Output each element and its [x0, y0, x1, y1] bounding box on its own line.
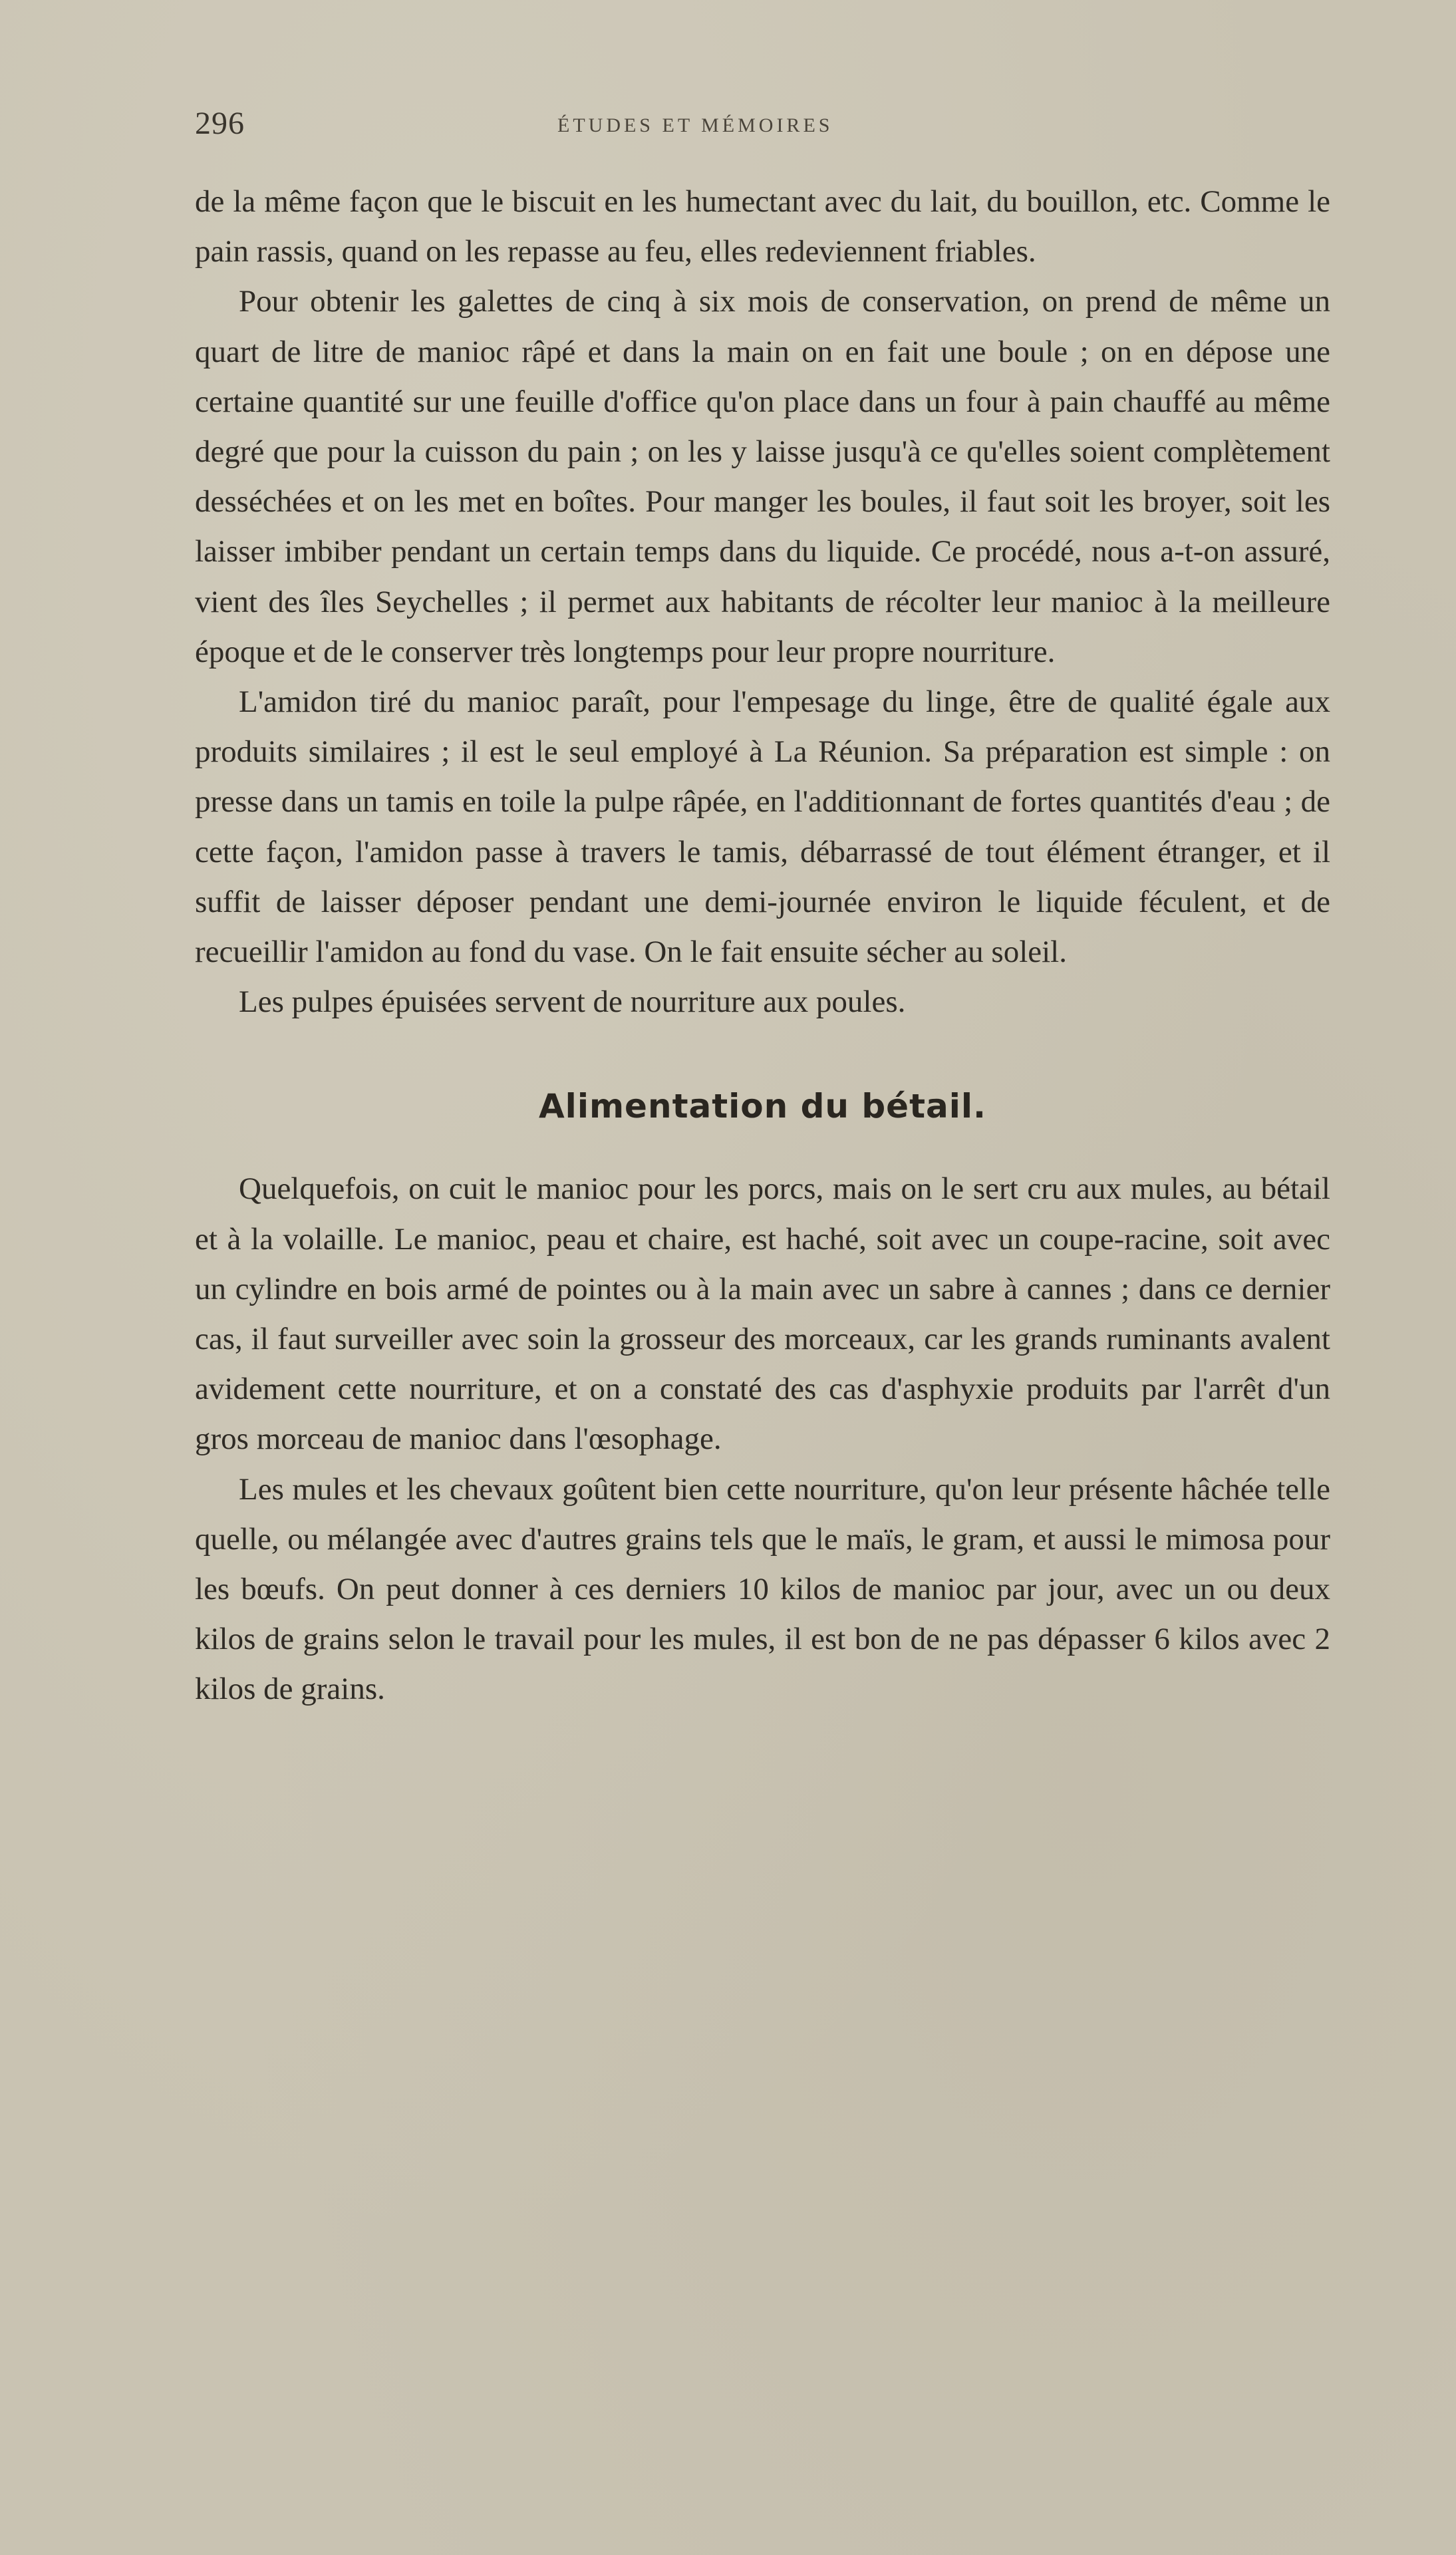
- paragraph: Pour obtenir les galettes de cinq à six mois de conservation, on prend de même un quart de litre de manioc râpé et dans la main on en fait une boule ; on en dépose une certaine quantité sur une feuille d'office qu'on place dans un four à pain chauffé au même degré que pour la cuisson du pain ; on les y laisse jusqu'à ce qu'elles soient complètement desséchées et on les met en boîtes. Pour manger les boules, il faut soit les broyer, soit les laisser imbiber pendant un certain temps dans du liquide. Ce procédé, nous a-t-on assuré, vient des îles Seychelles ; il permet aux habitants de récolter leur manioc à la meilleure époque et de le conserver très longtemps pour leur propre nourriture.: [195, 284, 1330, 669]
- section-heading: Alimentation du bétail.: [538, 1087, 987, 1126]
- paragraph: Quelquefois, on cuit le manioc pour les porcs, mais on le sert cru aux mules, au bétail et à la volaille. Le manioc, peau et chaire, est haché, soit avec un coupe-racine, soit avec un cylindre en bois armé de pointes ou à la main avec un sabre à cannes ; dans ce dernier cas, il faut surveiller avec soin la grosseur des morceaux, car les grands ruminants avalent avidement cette nourriture, et on a constaté des cas d'asphyxie produits par l'arrêt d'un gros morceau de manioc dans l'œsophage.: [195, 1171, 1330, 1457]
- paragraph: Les pulpes épuisées servent de nourriture aux poules.: [239, 984, 906, 1020]
- paragraph: L'amidon tiré du manioc paraît, pour l'empesage du linge, être de qualité égale aux produits similaires ; il est le seul employé à La Réunion. Sa préparation est simple : on presse dans un tamis en toile la pulpe râpée, en l'additionnant de fortes quantités d'eau ; de cette façon, l'amidon passe à travers le tamis, débarrassé de tout élément étranger, et il suffit de laisser déposer pendant une demi-journée environ le liquide féculent, et de recueillir l'amidon au fond du vase. On le fait ensuite sécher au soleil.: [195, 684, 1330, 970]
- paragraph: de la même façon que le biscuit en les humectant avec du lait, du bouillon, etc. Comme le pain rassis, quand on les repasse au feu, elles redeviennent friables.: [195, 184, 1330, 269]
- paragraph: Les mules et les chevaux goûtent bien cette nourriture, qu'on leur présente hâchée telle quelle, ou mélangée avec d'autres grains tels que le maïs, le gram, et aussi le mimosa pour les bœufs. On peut donner à ces derniers 10 kilos de manioc par jour, avec un ou deux kilos de grains selon le travail pour les mules, il est bon de ne pas dépasser 6 kilos avec 2 kilos de grains.: [195, 1471, 1330, 1707]
- running-title: ÉTUDES ET MÉMOIRES: [557, 114, 833, 136]
- page-number: 296: [195, 106, 245, 141]
- body-text: [195, 177, 1330, 1715]
- running-head: [195, 105, 1326, 145]
